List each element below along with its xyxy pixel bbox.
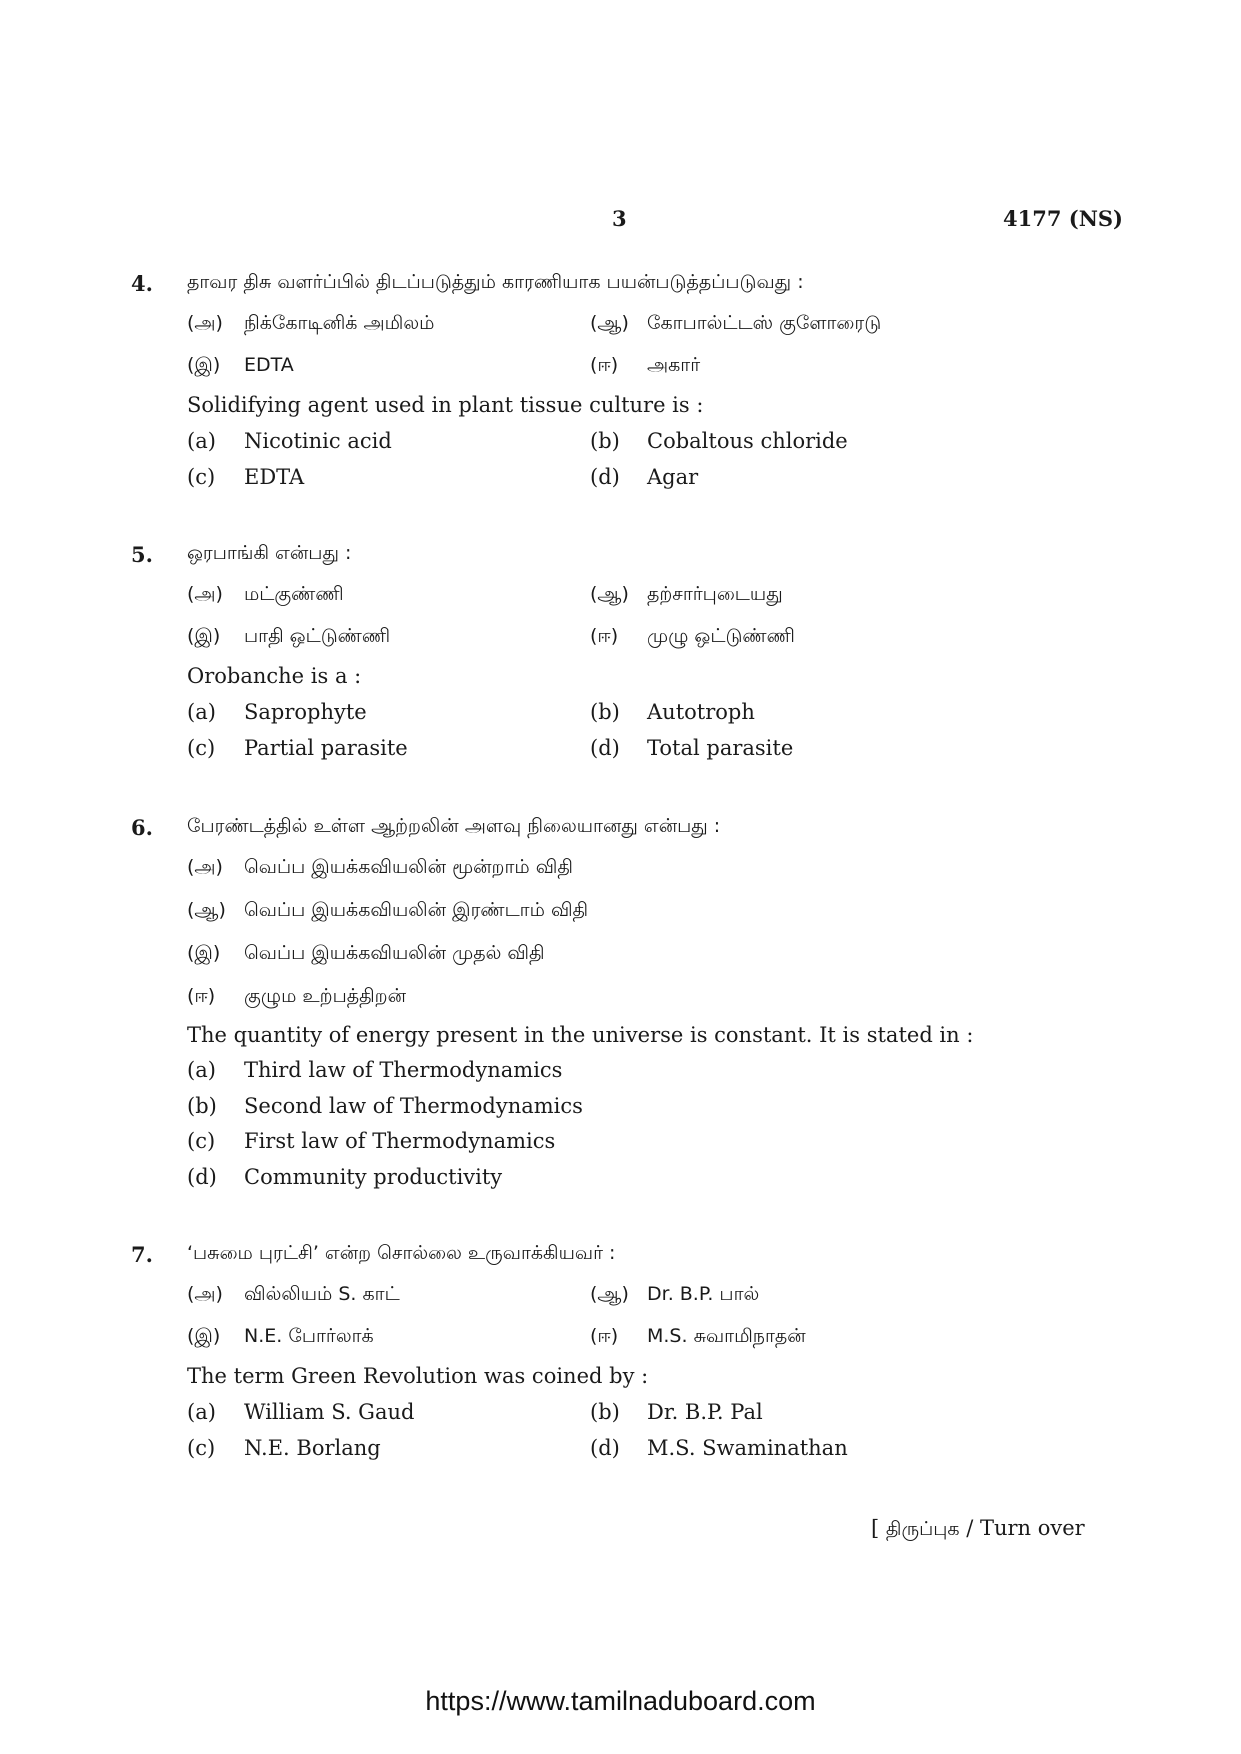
english-option-d — [590, 736, 794, 760]
option-text: N.E. போர்லாக் — [244, 1325, 374, 1347]
option-label: (ஆ) — [590, 583, 629, 605]
option-text: மட்குண்ணி — [244, 583, 344, 605]
question-number: 6. — [131, 815, 153, 840]
tamil-stem: தாவர திசு வளர்ப்பில் திடப்படுத்தும் காரணியாக பயன்படுத்தப்படுவது : — [187, 271, 804, 293]
tamil-option-c — [187, 625, 391, 650]
option-label: (ஆ) — [590, 1283, 629, 1305]
option-label: (அ) — [187, 583, 223, 605]
option-text: Nicotinic acid — [244, 429, 392, 453]
option-label: (ஈ) — [187, 985, 216, 1007]
english-option-d — [590, 465, 699, 489]
option-text: Cobaltous chloride — [647, 429, 848, 453]
option-label: (d) — [590, 736, 620, 760]
english-option-a — [187, 1058, 563, 1082]
turn-over-separator: / — [966, 1516, 974, 1540]
english-option-c — [187, 736, 408, 760]
tamil-option-d — [590, 1325, 806, 1350]
option-label: (a) — [187, 1058, 216, 1082]
option-label: (இ) — [187, 625, 221, 647]
tamil-stem: ஒரபாங்கி என்பது : — [187, 542, 352, 564]
footer-url[interactable]: https://www.tamilnaduboard.com — [425, 1686, 816, 1716]
english-stem: Solidifying agent used in plant tissue culture is : — [187, 393, 704, 417]
tamil-option-b — [187, 899, 589, 924]
english-option-b — [590, 429, 848, 453]
english-option-c — [187, 1436, 381, 1460]
option-label: (d) — [590, 465, 620, 489]
english-stem: Orobanche is a : — [187, 664, 362, 688]
option-text: First law of Thermodynamics — [244, 1129, 556, 1153]
english-option-d — [187, 1165, 503, 1189]
tamil-option-d — [590, 625, 795, 650]
option-text: பாதி ஒட்டுண்ணி — [244, 625, 391, 647]
tamil-option-d — [590, 354, 701, 379]
option-label: (ஆ) — [187, 899, 226, 921]
option-text: Third law of Thermodynamics — [244, 1058, 563, 1082]
english-option-a — [187, 1400, 415, 1424]
option-label: (ஈ) — [590, 625, 619, 647]
tamil-stem: ‘பசுமை புரட்சி’ என்ற சொல்லை உருவாக்கியவர் : — [187, 1242, 616, 1264]
turn-over-bracket: [ — [871, 1516, 880, 1540]
option-text: தற்சார்புடையது — [647, 583, 783, 605]
tamil-option-b — [590, 1283, 760, 1308]
page-number: 3 — [612, 206, 627, 231]
option-label: (c) — [187, 465, 216, 489]
english-option-b — [590, 1400, 763, 1424]
turn-over-tamil: திருப்புக — [885, 1518, 960, 1540]
option-text: William S. Gaud — [244, 1400, 415, 1424]
option-label: (அ) — [187, 856, 223, 878]
option-text: Saprophyte — [244, 700, 367, 724]
option-label: (அ) — [187, 312, 223, 334]
question-number: 4. — [131, 271, 153, 296]
english-stem: The term Green Revolution was coined by : — [187, 1364, 649, 1388]
option-text: Community productivity — [244, 1165, 503, 1189]
option-text: Dr. B.P. பால் — [647, 1283, 760, 1305]
option-label: (d) — [187, 1165, 217, 1189]
option-label: (இ) — [187, 942, 221, 964]
option-text: Second law of Thermodynamics — [244, 1094, 583, 1118]
option-label: (d) — [590, 1436, 620, 1460]
tamil-option-a — [187, 1283, 400, 1308]
english-option-d — [590, 1436, 848, 1460]
option-label: (இ) — [187, 354, 221, 376]
option-text: வில்லியம் S. காட் — [244, 1283, 400, 1305]
english-option-c — [187, 465, 305, 489]
tamil-option-a — [187, 856, 573, 881]
question-number: 5. — [131, 542, 153, 567]
option-label: (a) — [187, 429, 216, 453]
option-label: (b) — [187, 1094, 217, 1118]
option-label: (b) — [590, 700, 620, 724]
option-text: வெப்ப இயக்கவியலின் மூன்றாம் விதி — [244, 856, 573, 878]
option-label: (c) — [187, 1129, 216, 1153]
option-label: (அ) — [187, 1283, 223, 1305]
option-text: கோபால்ட்டஸ் குளோரைடு — [647, 312, 882, 334]
option-label: (c) — [187, 1436, 216, 1460]
option-text: Total parasite — [647, 736, 794, 760]
option-text: நிக்கோடினிக் அமிலம் — [244, 312, 435, 334]
tamil-option-c — [187, 354, 294, 379]
english-option-a — [187, 700, 367, 724]
option-label: (b) — [590, 429, 620, 453]
option-text: N.E. Borlang — [244, 1436, 381, 1460]
option-text: Partial parasite — [244, 736, 408, 760]
option-label: (ஆ) — [590, 312, 629, 334]
english-option-a — [187, 429, 392, 453]
tamil-option-c — [187, 1325, 374, 1350]
tamil-option-c — [187, 942, 545, 967]
option-text: Agar — [647, 465, 699, 489]
english-option-b — [590, 700, 755, 724]
option-text: Dr. B.P. Pal — [647, 1400, 763, 1424]
option-text: வெப்ப இயக்கவியலின் முதல் விதி — [244, 942, 545, 964]
paper-code: 4177 (NS) — [1003, 206, 1123, 231]
tamil-option-a — [187, 583, 344, 608]
question-number: 7. — [131, 1242, 153, 1267]
option-label: (இ) — [187, 1325, 221, 1347]
option-text: M.S. சுவாமிநாதன் — [647, 1325, 806, 1347]
option-text: குழும உற்பத்திறன் — [244, 985, 407, 1007]
option-label: (ஈ) — [590, 354, 619, 376]
option-label: (a) — [187, 1400, 216, 1424]
option-label: (ஈ) — [590, 1325, 619, 1347]
english-option-b — [187, 1094, 583, 1118]
tamil-option-b — [590, 312, 882, 337]
turn-over-english: Turn over — [979, 1516, 1085, 1540]
option-label: (b) — [590, 1400, 620, 1424]
tamil-option-a — [187, 312, 435, 337]
option-label: (c) — [187, 736, 216, 760]
tamil-stem: பேரண்டத்தில் உள்ள ஆற்றலின் அளவு நிலையானது என்பது : — [187, 815, 721, 837]
option-label: (a) — [187, 700, 216, 724]
option-text: அகார் — [647, 354, 701, 376]
option-text: Autotroph — [647, 700, 755, 724]
option-text: முழு ஒட்டுண்ணி — [647, 625, 795, 647]
option-text: M.S. Swaminathan — [647, 1436, 848, 1460]
tamil-option-d — [187, 985, 407, 1010]
option-text: EDTA — [244, 354, 294, 376]
english-stem: The quantity of energy present in the universe is constant. It is stated in : — [187, 1023, 974, 1047]
tamil-option-b — [590, 583, 783, 608]
english-option-c — [187, 1129, 556, 1153]
option-text: வெப்ப இயக்கவியலின் இரண்டாம் விதி — [244, 899, 589, 921]
turn-over-note — [871, 1516, 1085, 1543]
option-text: EDTA — [244, 465, 305, 489]
